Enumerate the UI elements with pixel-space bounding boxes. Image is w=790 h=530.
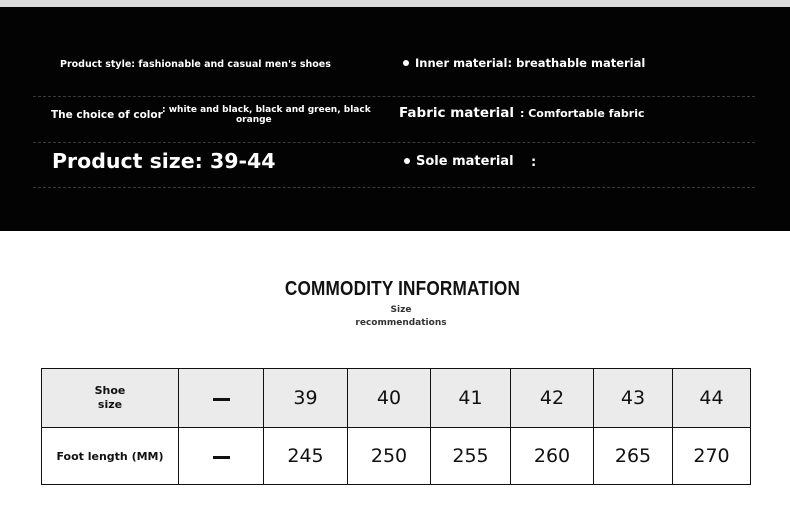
section-subtitle: recommendations [355, 318, 447, 328]
divider [33, 96, 755, 97]
color-label: The choice of color [51, 109, 163, 121]
bullet-icon [403, 60, 409, 66]
divider [33, 142, 755, 143]
section-subtitle: Size [390, 305, 412, 315]
product-size-text: Product size: 39-44 [52, 149, 276, 173]
foot-length-label: Foot length (MM) [42, 428, 179, 485]
top-strip [0, 0, 790, 7]
foot-length-cell: 270 [673, 428, 751, 485]
foot-length-cell: 260 [511, 428, 594, 485]
foot-length-cell: 265 [594, 428, 673, 485]
dash-icon [213, 398, 230, 401]
fabric-value: : Comfortable fabric [520, 107, 645, 120]
size-cell: 39 [264, 369, 348, 428]
fabric-label: Fabric material [399, 105, 515, 121]
size-cell: 40 [348, 369, 431, 428]
shoe-size-label: Shoe size [42, 369, 179, 428]
color-value-line2: orange [236, 115, 272, 125]
size-table [41, 368, 751, 485]
table-row [42, 369, 751, 428]
dash-cell [179, 369, 264, 428]
bullet-icon [404, 158, 410, 164]
color-value-line1: : white and black, black and green, black [162, 105, 371, 115]
product-style-text: Product style: fashionable and casual men's shoes [60, 59, 331, 70]
size-cell: 43 [594, 369, 673, 428]
section-title: COMMODITY INFORMATION [284, 278, 521, 300]
table-row [42, 428, 751, 485]
sole-material-value: : [531, 155, 537, 170]
foot-length-cell: 245 [264, 428, 348, 485]
size-cell: 41 [431, 369, 511, 428]
foot-length-cell: 255 [431, 428, 511, 485]
foot-length-cell: 250 [348, 428, 431, 485]
size-cell: 44 [673, 369, 751, 428]
divider [33, 187, 755, 188]
size-cell: 42 [511, 369, 594, 428]
dash-cell [179, 428, 264, 485]
sole-material-label: Sole material [404, 154, 514, 169]
inner-material-text: Inner material: breathable material [403, 56, 645, 70]
dash-icon [213, 456, 230, 459]
